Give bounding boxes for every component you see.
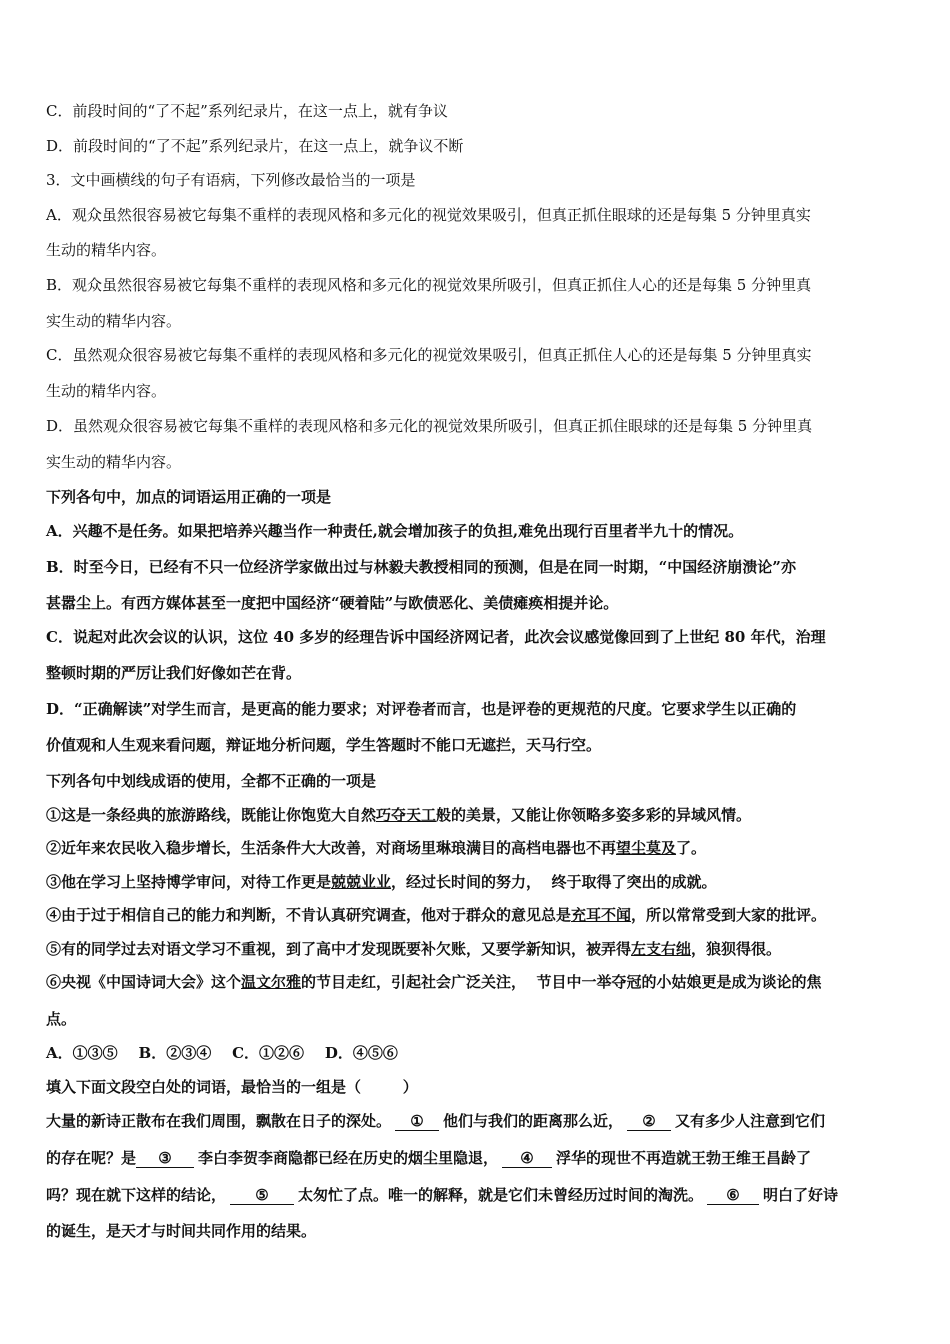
sentence-text: ，经过长时间的努力， 终于取得了突出的成就。 [391, 873, 717, 891]
q3-option-a-line2: 生动的精华内容。 [46, 241, 167, 259]
blank-1: ① [395, 1112, 439, 1131]
q5-sentence-2 [46, 838, 706, 858]
sentence-text: ③他在学习上坚持博学审问，对待工作更是 [46, 873, 332, 891]
q4-stem: 下列各句中，加点的词语运用正确的一项是 [46, 488, 332, 506]
q5-stem: 下列各句中划线成语的使用，全都不正确的一项是 [46, 772, 377, 790]
q3-option-c-line2: 生动的精华内容。 [46, 382, 167, 400]
sentence-text: ⑥央视《中国诗词大会》这个 [46, 973, 242, 991]
sentence-text: 的节目走红，引起社会广泛关注， 节目中一举夺冠的小姑娘更是成为谈论的焦 [301, 973, 822, 991]
passage-text: 李白李贺李商隐都已经在历史的烟尘里隐退， [198, 1149, 499, 1167]
sentence-text: ⑤有的同学过去对语文学习不重视，到了高中才发现既要补欠账，又要学新知识，被弄得 [46, 940, 632, 958]
blank-5: ⑤ [230, 1186, 294, 1205]
passage-text: 太匆忙了点。唯一的解释，就是它们未曾经历过时间的淘洗。 [298, 1186, 704, 1204]
sentence-text: ④由于过于相信自己的能力和判断，不肯认真研究调查，他对于群众的意见总是 [46, 906, 572, 924]
sentence-text: ，所以常常受到大家的批评。 [631, 906, 827, 924]
q4-option-d-line2: 价值观和人生观来看问题，辩证地分析问题，学生答题时不能口无遮拦，天马行空。 [46, 736, 602, 754]
passage-text: 吗？现在就下这样的结论， [46, 1186, 227, 1204]
blank-6: ⑥ [707, 1186, 759, 1205]
blank-2: ② [627, 1112, 671, 1131]
passage-text: 明白了好诗 [763, 1186, 839, 1204]
q3-option-d-line1: D．虽然观众很容易被它每集不重样的表现风格和多元化的视觉效果所吸引，但真正抓住眼球的还是每集 5 分钟里真 [46, 417, 813, 435]
q6-passage-line2 [46, 1148, 811, 1168]
underlined-idiom: 温文尔雅 [241, 973, 302, 991]
q5-sentence-4 [46, 905, 826, 925]
q6-passage-line1 [46, 1111, 825, 1131]
sentence-text: ，狼狈得很。 [691, 940, 782, 958]
underlined-idiom: 望尘莫及 [616, 839, 677, 857]
q5-sentence-6 [46, 972, 821, 992]
q5-sentence-6-continued: 点。 [46, 1010, 77, 1028]
blank-3: ③ [136, 1149, 194, 1168]
passage-text: 他们与我们的距离那么近， [443, 1112, 624, 1130]
q5-sentence-1 [46, 805, 751, 825]
q3-option-c-line1: C．虽然观众很容易被它每集不重样的表现风格和多元化的视觉效果吸引，但真正抓住人心的还是每集 5 分钟里真实 [46, 346, 812, 364]
sentence-text: ②近年来农民收入稳步增长，生活条件大大改善，对商场里琳琅满目的高档电器也不再 [46, 839, 617, 857]
q4-option-b-line1: B．时至今日，已经有不只一位经济学家做出过与林毅夫教授相同的预测，但是在同一时期，“中国经济崩溃论”亦 [46, 558, 796, 576]
sentence-text: 般的美景，又能让你领略多姿多彩的异域风情。 [436, 806, 752, 824]
q4-option-a: A．兴趣不是任务。如果把培养兴趣当作一种责任,就会增加孩子的负担,难免出现行百里者半九十的情况。 [46, 522, 744, 540]
q3-option-b-line2: 实生动的精华内容。 [46, 312, 182, 330]
underlined-idiom: 巧夺天工 [376, 806, 437, 824]
blank-4: ④ [502, 1149, 552, 1168]
q2-option-c: C．前段时间的“了不起”系列纪录片，在这一点上，就有争议 [46, 102, 448, 120]
q6-passage-line4: 的诞生，是天才与时间共同作用的结果。 [46, 1222, 317, 1240]
q4-option-b-line2: 甚嚣尘上。有西方媒体甚至一度把中国经济“硬着陆”与欧债恶化、美债瘫痪相提并论。 [46, 594, 619, 612]
q3-option-b-line1: B．观众虽然很容易被它每集不重样的表现风格和多元化的视觉效果所吸引，但真正抓住人心的还是每集 5 分钟里真 [46, 276, 812, 294]
sentence-text: ①这是一条经典的旅游路线，既能让你饱览大自然 [46, 806, 377, 824]
q3-option-a-line1: A．观众虽然很容易被它每集不重样的表现风格和多元化的视觉效果吸引，但真正抓住眼球的还是每集 5 分钟里真实 [46, 206, 811, 224]
underlined-idiom: 左支右绌 [631, 940, 692, 958]
q2-option-d: D．前段时间的“了不起”系列纪录片，在这一点上，就争议不断 [46, 137, 464, 155]
passage-text: 的存在呢？是 [46, 1149, 137, 1167]
passage-text: 又有多少人注意到它们 [675, 1112, 826, 1130]
q4-option-c-line1: C．说起对此次会议的认识，这位 40 多岁的经理告诉中国经济网记者，此次会议感觉像回到了上世纪 80 年代，治理 [46, 628, 826, 646]
q5-sentence-3 [46, 872, 716, 892]
q4-option-d-line1: D．“正确解读”对学生而言，是更高的能力要求；对评卷者而言，也是评卷的更规范的尺度。它要求学生以正确的 [46, 700, 797, 718]
passage-text: 浮华的现世不再造就王勃王维王昌龄了 [556, 1149, 812, 1167]
q3-option-d-line2: 实生动的精华内容。 [46, 453, 182, 471]
q5-sentence-5 [46, 939, 781, 959]
underlined-idiom: 充耳不闻 [571, 906, 632, 924]
q3-stem: 3．文中画横线的句子有语病，下列修改最恰当的一项是 [46, 171, 416, 189]
q5-answer-options: A．①③⑤ B．②③④ C．①②⑥ D．④⑤⑥ [46, 1044, 398, 1062]
underlined-idiom: 兢兢业业 [331, 873, 392, 891]
q6-passage-line3 [46, 1185, 838, 1205]
q6-stem: 填入下面文段空白处的词语，最恰当的一组是（ ） [46, 1078, 418, 1096]
sentence-text: 了。 [676, 839, 707, 857]
passage-text: 大量的新诗正散布在我们周围，飘散在日子的深处。 [46, 1112, 392, 1130]
q4-option-c-line2: 整顿时期的严厉让我们好像如芒在背。 [46, 664, 302, 682]
